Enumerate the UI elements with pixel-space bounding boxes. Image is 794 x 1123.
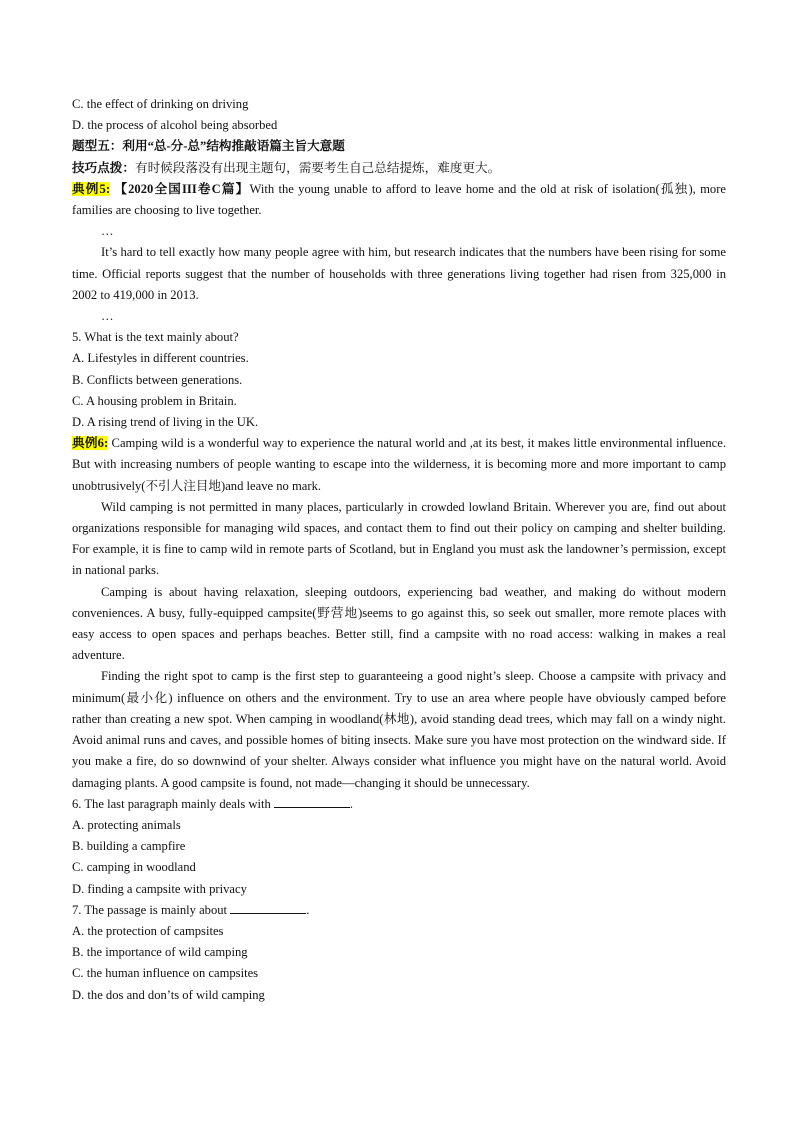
question-5-option-a: A. Lifestyles in different countries. xyxy=(72,351,249,366)
question-5-option-c: C. A housing problem in Britain. xyxy=(72,393,237,408)
question-5-option-d: D. A rising trend of living in the UK. xyxy=(72,415,259,430)
example6-p1-text: Camping wild is a wonderful way to experience the natural world and ,at its best, it makes little environmental influence. But with increasing numbers of people wanting to escape into the wilderness, it is becoming more and more important to camp unobtrusively(不引人注目地)and leave no mark. xyxy=(72,436,726,493)
example6-paragraph-4: Finding the right spot to camp is the first step to guaranteeing a good night’s sleep. Choose a campsite with privacy and minimum(最小化) influence on others and the environment. Try to use an area where people have obviously camped before rather than creating a new spot. When camping in woodland(林地), avoid standing dead trees, which may fall on a windy night. Avoid animal runs and caves, and possible homes of biting insects. Make sure you have most protection on the windward side. If you make a fire, do so downwind of your shelter. Always consider what influence you might have on the natural world. Avoid damaging plants. A good campsite is found, not made—changing it should be unnecessary. xyxy=(72,669,726,790)
question-7-option-b: B. the importance of wild camping xyxy=(72,945,248,960)
ellipsis: … xyxy=(101,309,114,324)
example6-paragraph-1 xyxy=(72,433,726,497)
example6-label: 典例6: xyxy=(72,436,109,451)
example6-paragraph-2: Wild camping is not permitted in many places, particularly in crowded lowland Britain. Wherever you are, find out about organizations responsible for managing wild spaces, and contact them to find out their policy on camping and shelter building. For example, it is fine to camp wild in remote parts of Scotland, but in England you must ask the landowner’s permission, except in national parks. xyxy=(72,499,726,578)
question-7-option-d: D. the dos and don’ts of wild camping xyxy=(72,987,265,1002)
tip-label: 技巧点拨： xyxy=(72,160,135,175)
question-6-stem-text: 6. The last paragraph mainly deals with xyxy=(72,796,271,811)
question-7-stem: 7. The passage is mainly about . xyxy=(72,900,726,921)
question-6-option-b: B. building a campfire xyxy=(72,839,186,854)
question-7-stem-text: 7. The passage is mainly about xyxy=(72,902,228,917)
tip-text: 有时候段落没有出现主题句，需要考生自己总结提炼，难度更大。 xyxy=(134,160,501,175)
example5-intro xyxy=(72,179,726,221)
answer-blank xyxy=(274,794,350,808)
tip-line xyxy=(72,158,726,179)
prev-option-d: D. the process of alcohol being absorbed xyxy=(72,118,278,133)
question-6-option-a: A. protecting animals xyxy=(72,817,181,832)
question-7-option-a: A. the protection of campsites xyxy=(72,923,224,938)
example6-paragraph-3: Camping is about having relaxation, sleeping outdoors, experiencing bad weather, and making do without modern conveniences. A busy, fully-equipped campsite(野营地)seems to go against this, so seek out smaller, more remote places with easy access to open spaces and perhaps beaches. Better still, find a campsite with no road access: walking in makes a real adventure. xyxy=(72,584,726,663)
example5-paragraph: It’s hard to tell exactly how many people agree with him, but research indicates that the numbers have been rising for some time. Official reports suggest that the number of households with three generations living together had risen from 325,000 in 2002 to 419,000 in 2013. xyxy=(72,245,726,302)
question-6-option-d: D. finding a campsite with privacy xyxy=(72,881,247,896)
question-6-stem: 6. The last paragraph mainly deals with . xyxy=(72,794,726,815)
prev-option-c: C. the effect of drinking on driving xyxy=(72,97,249,111)
question-6-option-c: C. camping in woodland xyxy=(72,860,196,875)
ellipsis: … xyxy=(101,224,114,239)
question-7-option-c: C. the human influence on campsites xyxy=(72,966,259,981)
example5-label: 典例5: xyxy=(72,181,111,196)
example5-intro-text: With the young unable to afford to leave home and the old at risk of isolation(孤独), more families are choosing to live together. xyxy=(72,181,726,218)
section-heading: 题型五：利用“总-分-总”结构推敲语篇主旨大意题 xyxy=(72,139,345,154)
question-5-stem: 5. What is the text mainly about? xyxy=(72,330,239,345)
document-page xyxy=(72,94,726,1006)
question-5-option-b: B. Conflicts between generations. xyxy=(72,372,243,387)
answer-blank xyxy=(230,900,306,914)
example5-source: 【2020全国III卷C篇】 xyxy=(114,181,250,196)
